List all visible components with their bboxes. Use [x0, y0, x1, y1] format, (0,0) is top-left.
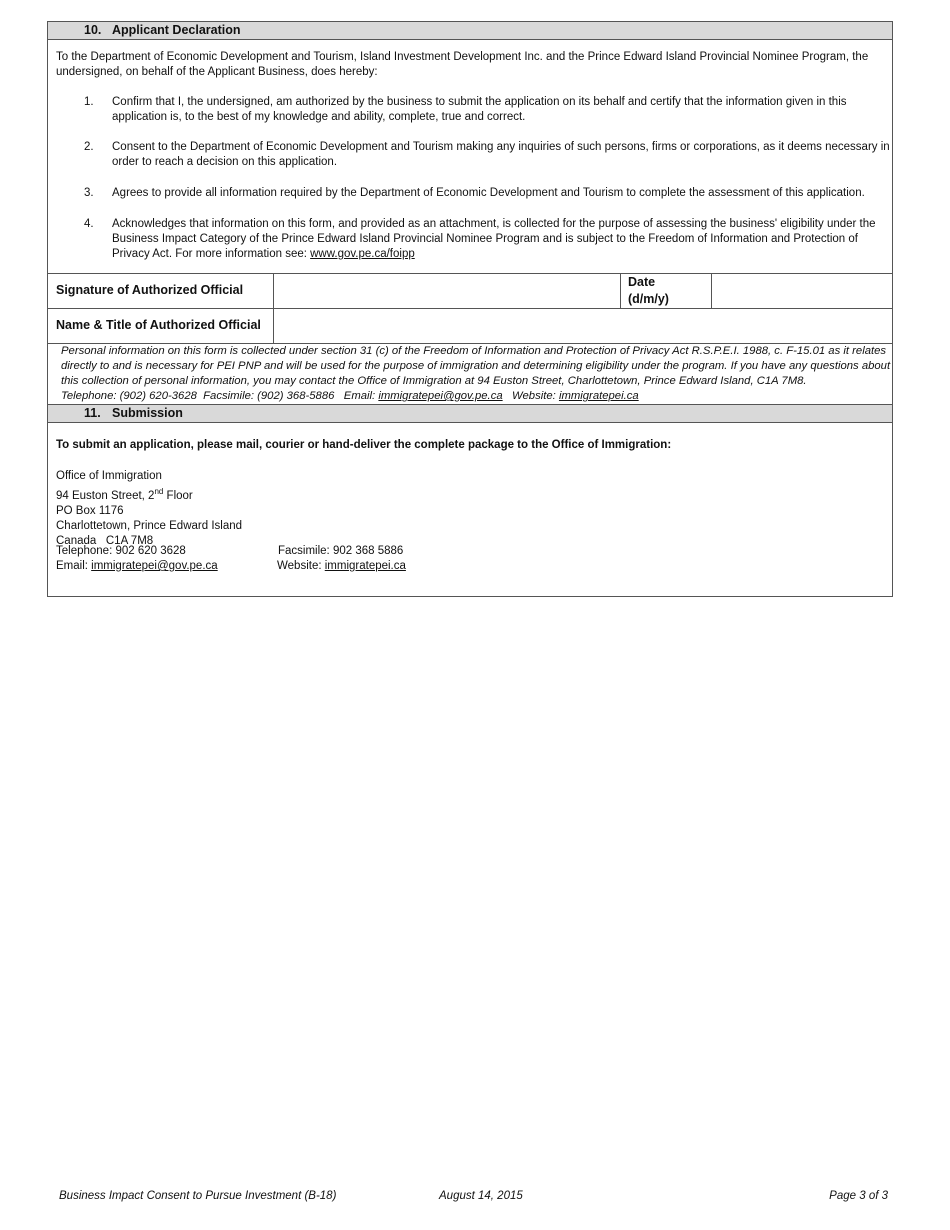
name-title-label: Name & Title of Authorized Official: [56, 318, 261, 332]
item-number: 2.: [84, 141, 94, 153]
date-label-line-1: Date: [628, 275, 656, 289]
office-po-box: PO Box 1176: [56, 504, 124, 517]
street-floor: Floor: [163, 489, 193, 502]
item-text-body: Acknowledges that information on this form, and provided as an attachment, is collected for the purpose of assessing the business' eligibility under the Business Impact Category of the Prince Edward Island Provincial Nominee Program and is subject to the Freedom of Information and Protection of Privacy Act. For more information see:: [112, 218, 876, 260]
item-number: 4.: [84, 218, 94, 230]
declaration-intro: To the Department of Economic Development and Tourism, Island Investment Development Inc. and the Prince Edward Island Provincial Nominee Program, the undersigned, on behalf of the Applicant Business, does hereby:: [56, 51, 869, 78]
website-label: Website:: [277, 560, 325, 572]
street-text: 94 Euston Street, 2: [56, 489, 155, 502]
privacy-notice: [61, 344, 891, 404]
item-text: [112, 217, 890, 262]
office-name: Office of Immigration: [56, 470, 162, 482]
privacy-website-prefix: Website:: [502, 390, 559, 402]
office-city: Charlottetown, Prince Edward Island: [56, 519, 243, 532]
date-label: [628, 274, 669, 308]
privacy-contact-prefix: Telephone: (902) 620-3628 Facsimile: (902) 368-5886 Email:: [61, 390, 379, 402]
privacy-email-link[interactable]: immigratepei@gov.pe.ca: [378, 390, 503, 402]
section-11-number: 11.: [84, 406, 101, 420]
email-label: Email:: [56, 560, 92, 572]
section-10-title: Applicant Declaration: [112, 23, 241, 37]
item-text: Confirm that I, the undersigned, am authorized by the business to submit the application on its behalf and certify that the information given in this application is, to the best of my knowledge and ability, complete, true and correct.: [112, 96, 847, 123]
foipp-link[interactable]: www.gov.pe.ca/foipp: [310, 248, 415, 260]
item-number: 1.: [84, 96, 94, 108]
privacy-website-link[interactable]: immigratepei.ca: [558, 390, 639, 402]
name-title-field[interactable]: [274, 309, 892, 343]
privacy-notice-text: Personal information on this form is collected under section 31 (c) of the Freedom of Information and Protection of Privacy Act R.S.P.E.I. 1988, c. F-15.01 as it relates directly to and is necessary for PEI PNP and will be used for the purpose of immigration and determining eligibility under the program. If you have any questions about this collection of personal information, you may contact the Office of Immigration at 94 Euston Street, Charlottetown, Prince Edward Island, C1A 7M8.: [61, 345, 891, 387]
submission-instruction: To submit an application, please mail, courier or hand-deliver the complete package to the Office of Immigration:: [56, 439, 672, 451]
office-website-link[interactable]: immigratepei.ca: [324, 560, 406, 572]
item-text: Consent to the Department of Economic Development and Tourism making any inquiries of such persons, firms or corporations, as it deems necessary in order to reach a decision on this application.: [112, 141, 890, 168]
application-form: [47, 21, 893, 597]
office-address: [56, 469, 242, 549]
office-website: [277, 559, 406, 574]
footer-form-name: Business Impact Consent to Pursue Investment (B-18): [59, 1190, 337, 1202]
signature-label: Signature of Authorized Official: [56, 283, 244, 297]
office-email: [56, 559, 218, 574]
date-label-line-2: (d/m/y): [628, 292, 669, 306]
item-number: 3.: [84, 187, 94, 199]
office-telephone: Telephone: 902 620 3628: [56, 545, 186, 557]
street-superscript: nd: [154, 487, 164, 496]
section-11-header: [48, 404, 892, 423]
table-divider: [620, 273, 621, 308]
section-10-header: [48, 22, 892, 40]
footer-page-number: Page 3 of 3: [829, 1190, 888, 1202]
date-field[interactable]: [712, 274, 892, 308]
footer-date: August 14, 2015: [439, 1190, 523, 1202]
office-facsimile: Facsimile: 902 368 5886: [278, 545, 404, 557]
item-text: Agrees to provide all information required by the Department of Economic Development and Tourism to complete the assessment of this application.: [112, 187, 865, 199]
section-11-title: Submission: [112, 406, 183, 420]
office-email-link[interactable]: immigratepei@gov.pe.ca: [91, 560, 218, 572]
office-street: [56, 484, 242, 504]
signature-field[interactable]: [274, 274, 620, 308]
office-country-postal: Canada C1A 7M8: [56, 534, 154, 547]
section-10-number: 10.: [84, 23, 102, 37]
